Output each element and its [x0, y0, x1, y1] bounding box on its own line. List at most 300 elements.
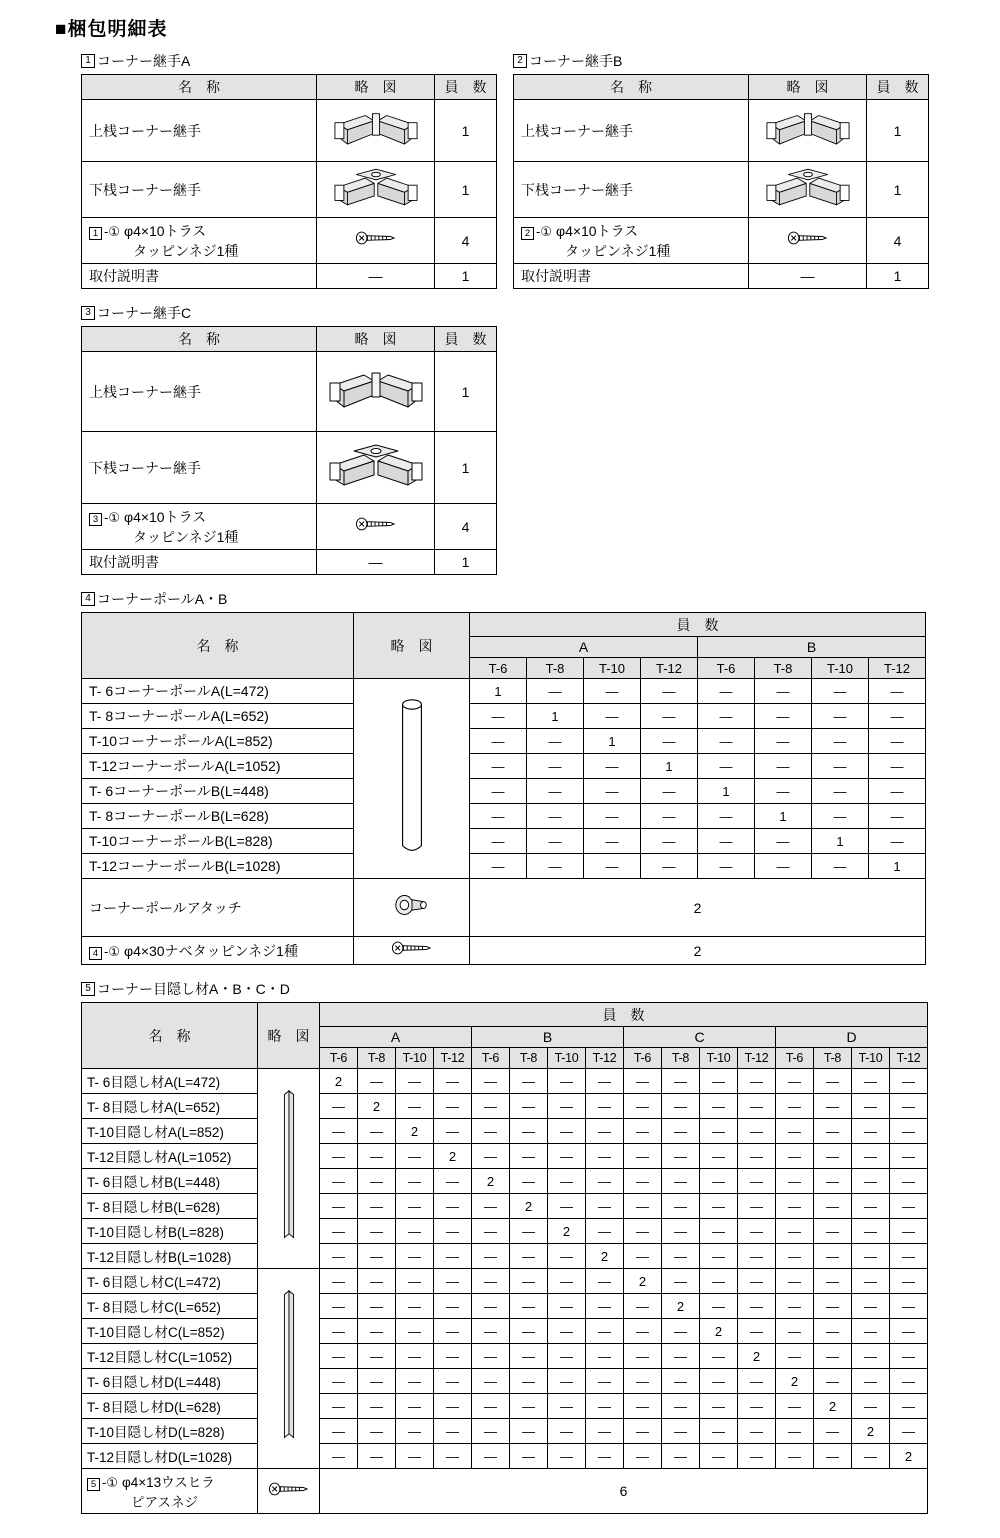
part-qty: 1 [867, 100, 929, 162]
part-qty: 1 [435, 550, 497, 575]
diagram-cell [317, 352, 435, 432]
part-name-line1 [521, 221, 744, 241]
data-row [82, 829, 926, 854]
qty-cell: — [890, 1169, 928, 1194]
part-name: 下桟コーナー継手 [82, 162, 317, 218]
part-name-text: φ4×10トラス [123, 508, 207, 525]
qty-cell: — [434, 1244, 472, 1269]
qty-cell: — [586, 1344, 624, 1369]
size-header-B-T-8: T-8 [510, 1048, 548, 1069]
qty-cell: — [358, 1169, 396, 1194]
qty-cell: — [662, 1319, 700, 1344]
part-name [82, 937, 354, 965]
row-screw [514, 218, 929, 264]
qty-cell: — [584, 804, 641, 829]
sub-number: -① [102, 1475, 118, 1490]
qty-cell: 2 [852, 1419, 890, 1444]
qty-cell: 2 [814, 1394, 852, 1419]
qty-cell: — [624, 1244, 662, 1269]
part-qty: 1 [867, 162, 929, 218]
part-name: T-12目隠し材A(L=1052) [82, 1144, 258, 1169]
qty-cell: — [698, 679, 755, 704]
data-row [82, 779, 926, 804]
qty-cell: — [358, 1394, 396, 1419]
qty-cell: — [548, 1269, 586, 1294]
size-header-B-T-10: T-10 [548, 1048, 586, 1069]
box-number-icon: 3 [89, 513, 102, 526]
row-screw [82, 504, 497, 550]
qty-cell: — [434, 1444, 472, 1469]
qty-cell: — [586, 1144, 624, 1169]
part-name: T-10コーナーポールB(L=828) [82, 829, 354, 854]
qty-cell: — [814, 1319, 852, 1344]
size-header-D-T-10: T-10 [852, 1048, 890, 1069]
qty-cell: — [852, 1219, 890, 1244]
qty-cell: — [396, 1319, 434, 1344]
qty-cell: — [586, 1094, 624, 1119]
qty-cell: — [472, 1219, 510, 1244]
qty-cell: — [662, 1344, 700, 1369]
qty-cell: — [510, 1244, 548, 1269]
qty-cell: — [586, 1369, 624, 1394]
diagram-dash: — [317, 264, 435, 289]
qty-cell: 2 [472, 1169, 510, 1194]
qty-cell: — [738, 1094, 776, 1119]
screen-strip-diagram [278, 1083, 300, 1249]
part-name: T- 8コーナーポールB(L=628) [82, 804, 354, 829]
qty-cell: — [890, 1394, 928, 1419]
qty-cell: — [738, 1069, 776, 1094]
qty-cell: — [700, 1419, 738, 1444]
qty-cell: — [470, 804, 527, 829]
qty-cell: — [396, 1219, 434, 1244]
qty-cell: — [470, 854, 527, 879]
qty-cell: — [586, 1219, 624, 1244]
corner-joint-a-label [81, 51, 497, 71]
qty-cell: — [662, 1419, 700, 1444]
part-name-line2: タッピンネジ1種 [133, 528, 239, 545]
box-number-icon: 1 [89, 227, 102, 240]
qty-cell: — [776, 1119, 814, 1144]
part-name: T-12目隠し材B(L=1028) [82, 1244, 258, 1269]
part-name: T-10目隠し材A(L=852) [82, 1119, 258, 1144]
row-upper-joint [82, 100, 497, 162]
diagram-dash: — [749, 264, 867, 289]
part-name: T- 8コーナーポールA(L=652) [82, 704, 354, 729]
sub-number: -① [104, 509, 120, 525]
qty-cell: — [510, 1269, 548, 1294]
diagram-cell [317, 218, 435, 264]
qty-cell: — [320, 1394, 358, 1419]
qty-cell: — [662, 1069, 700, 1094]
qty-cell: — [776, 1394, 814, 1419]
qty-cell: 2 [434, 1144, 472, 1169]
qty-cell: — [662, 1244, 700, 1269]
data-row [82, 1319, 928, 1344]
qty-cell: 2 [358, 1094, 396, 1119]
qty-cell: — [890, 1144, 928, 1169]
qty-cell: — [641, 829, 698, 854]
qty-cell: — [527, 779, 584, 804]
qty-cell: — [586, 1419, 624, 1444]
qty-cell: — [662, 1369, 700, 1394]
part-qty: 1 [435, 100, 497, 162]
qty-cell: — [755, 679, 812, 704]
qty-cell: — [814, 1369, 852, 1394]
row-screen-screw [82, 1469, 928, 1514]
qty-cell: — [662, 1169, 700, 1194]
data-row [82, 679, 926, 704]
data-row [82, 1419, 928, 1444]
data-row [82, 1144, 928, 1169]
data-row [82, 1119, 928, 1144]
qty-cell: — [624, 1344, 662, 1369]
qty-cell: — [320, 1144, 358, 1169]
qty-cell: — [624, 1394, 662, 1419]
header-row [82, 327, 497, 352]
data-row [82, 1094, 928, 1119]
qty-cell: — [396, 1419, 434, 1444]
qty-cell: — [869, 804, 926, 829]
qty-cell: — [776, 1444, 814, 1469]
part-name: 下桟コーナー継手 [514, 162, 749, 218]
qty-cell: — [510, 1319, 548, 1344]
qty-cell: — [586, 1269, 624, 1294]
row-upper-joint [82, 352, 497, 432]
part-name: T- 6コーナーポールA(L=472) [82, 679, 354, 704]
qty-cell: — [852, 1269, 890, 1294]
qty-cell: 2 [624, 1269, 662, 1294]
part-name: T- 8目隠し材D(L=628) [82, 1394, 258, 1419]
data-row [82, 1394, 928, 1419]
qty-cell: — [434, 1094, 472, 1119]
qty-cell: 2 [320, 1069, 358, 1094]
diagram-cell [354, 879, 470, 937]
qty-cell: — [662, 1144, 700, 1169]
qty-cell: — [472, 1144, 510, 1169]
qty-cell: — [472, 1294, 510, 1319]
section-title: コーナー継手C [97, 305, 192, 321]
data-row [82, 1219, 928, 1244]
part-name: T-12目隠し材D(L=1028) [82, 1444, 258, 1469]
qty-cell: 2 [776, 1369, 814, 1394]
qty-cell: — [624, 1169, 662, 1194]
qty-cell: — [548, 1444, 586, 1469]
qty-cell: — [396, 1144, 434, 1169]
qty-cell: — [641, 704, 698, 729]
qty-cell: — [358, 1069, 396, 1094]
qty-cell: 1 [869, 854, 926, 879]
qty-cell: — [814, 1169, 852, 1194]
part-name: 下桟コーナー継手 [82, 432, 317, 504]
qty-cell: 1 [584, 729, 641, 754]
part-qty: 4 [435, 504, 497, 550]
size-header-A-T-8: T-8 [527, 658, 584, 679]
qty-cell: — [548, 1144, 586, 1169]
qty-cell: — [586, 1169, 624, 1194]
qty-cell: — [890, 1069, 928, 1094]
qty-cell: — [624, 1094, 662, 1119]
qty-cell: — [641, 729, 698, 754]
size-header-B-T-12: T-12 [869, 658, 926, 679]
group-header-b: B [698, 637, 926, 658]
qty-cell: — [738, 1394, 776, 1419]
size-header-B-T-6: T-6 [698, 658, 755, 679]
tapping-screw-icon [355, 231, 397, 245]
diagram-dash: — [317, 550, 435, 575]
qty-cell: — [396, 1344, 434, 1369]
qty-cell: — [510, 1169, 548, 1194]
qty-cell: — [662, 1219, 700, 1244]
part-name: T- 8目隠し材B(L=628) [82, 1194, 258, 1219]
qty-cell: — [814, 1244, 852, 1269]
part-name: 上桟コーナー継手 [514, 100, 749, 162]
qty-cell: — [586, 1294, 624, 1319]
qty-cell: — [472, 1069, 510, 1094]
header-row [82, 613, 926, 637]
qty-cell: — [852, 1144, 890, 1169]
qty-cell: — [434, 1394, 472, 1419]
corner-joint-c-label [81, 303, 929, 323]
data-row [82, 1269, 928, 1294]
sub-number: -① [536, 223, 552, 239]
qty-cell: — [662, 1094, 700, 1119]
upper-rail-joint-icon [332, 103, 420, 153]
qty-cell: — [510, 1219, 548, 1244]
qty-cell: — [776, 1144, 814, 1169]
part-name: T-10コーナーポールA(L=852) [82, 729, 354, 754]
size-header-B-T-8: T-8 [755, 658, 812, 679]
qty-cell: — [852, 1319, 890, 1344]
qty-cell: — [852, 1344, 890, 1369]
data-row [82, 704, 926, 729]
data-row [82, 1369, 928, 1394]
corner-joint-b-section [513, 51, 929, 289]
corner-screen-label [81, 979, 929, 999]
qty-cell: — [624, 1444, 662, 1469]
part-name-line1 [89, 941, 349, 961]
qty-cell: 1 [812, 829, 869, 854]
diagram-cell [749, 100, 867, 162]
qty-cell: — [358, 1119, 396, 1144]
part-name: 取付説明書 [82, 264, 317, 289]
part-name: T-12目隠し材C(L=1052) [82, 1344, 258, 1369]
size-header-D-T-8: T-8 [814, 1048, 852, 1069]
box-number-icon: 1 [81, 54, 95, 68]
qty-cell: — [814, 1344, 852, 1369]
qty-cell: — [776, 1169, 814, 1194]
qty-cell: 2 [548, 1219, 586, 1244]
qty-cell: — [470, 729, 527, 754]
qty-cell: — [700, 1194, 738, 1219]
qty-cell: — [662, 1194, 700, 1219]
lower-rail-joint-icon [332, 162, 420, 212]
qty-cell: — [755, 754, 812, 779]
qty-cell: — [548, 1169, 586, 1194]
qty-cell: — [814, 1294, 852, 1319]
qty-cell: — [510, 1094, 548, 1119]
qty-cell: — [738, 1169, 776, 1194]
qty-cell: 1 [755, 804, 812, 829]
qty-cell: — [320, 1269, 358, 1294]
qty-cell: — [890, 1269, 928, 1294]
part-name: T- 8目隠し材C(L=652) [82, 1294, 258, 1319]
qty-cell: — [434, 1194, 472, 1219]
header-row [82, 75, 497, 100]
qty-cell: — [434, 1269, 472, 1294]
qty-cell: — [396, 1069, 434, 1094]
part-name: 上桟コーナー継手 [82, 352, 317, 432]
qty-cell: — [852, 1094, 890, 1119]
size-header-D-T-6: T-6 [776, 1048, 814, 1069]
qty-cell: — [852, 1194, 890, 1219]
qty-cell: 2 [662, 1294, 700, 1319]
qty-cell: — [814, 1269, 852, 1294]
qty-cell: — [470, 779, 527, 804]
lower-rail-joint-icon [764, 162, 852, 212]
joint-tables-row [81, 51, 929, 289]
qty-cell: — [396, 1294, 434, 1319]
screen-strip-diagram [278, 1283, 300, 1449]
qty-cell: — [358, 1319, 396, 1344]
corner-pole-diagram [396, 692, 428, 860]
qty-cell: — [755, 704, 812, 729]
qty-cell: — [890, 1294, 928, 1319]
size-header-B-T-6: T-6 [472, 1048, 510, 1069]
qty-cell: — [527, 829, 584, 854]
qty-cell: — [852, 1444, 890, 1469]
part-qty: 1 [435, 162, 497, 218]
qty-cell: — [472, 1444, 510, 1469]
qty-cell: — [814, 1094, 852, 1119]
qty-cell: — [548, 1094, 586, 1119]
qty-cell: — [396, 1269, 434, 1294]
qty-cell: — [358, 1294, 396, 1319]
pan-screw-icon [391, 941, 433, 955]
qty-cell: — [700, 1169, 738, 1194]
col-header-qty: 員 数 [320, 1003, 928, 1027]
pole-attach-icon [392, 890, 432, 920]
qty-cell: — [738, 1269, 776, 1294]
size-header-B-T-12: T-12 [586, 1048, 624, 1069]
group-header-a: A [470, 637, 698, 658]
corner-joint-a-table [81, 74, 497, 289]
qty-cell: — [527, 754, 584, 779]
col-header-qty: 員 数 [435, 75, 497, 100]
qty-cell: — [548, 1069, 586, 1094]
qty-cell: — [434, 1294, 472, 1319]
col-header-qty: 員 数 [470, 613, 926, 637]
qty-cell: — [852, 1369, 890, 1394]
row-lower-joint [514, 162, 929, 218]
section-title: コーナー継手B [529, 53, 623, 69]
qty-cell: — [472, 1419, 510, 1444]
qty-cell: — [434, 1369, 472, 1394]
corner-screen-section [81, 979, 929, 1514]
col-header-qty: 員 数 [867, 75, 929, 100]
tapping-screw-icon [787, 231, 829, 245]
qty-cell: — [510, 1144, 548, 1169]
qty-cell: — [869, 779, 926, 804]
data-row [82, 1169, 928, 1194]
content [81, 51, 929, 1514]
qty-cell: — [738, 1294, 776, 1319]
part-name: コーナーポールアタッチ [82, 879, 354, 937]
part-name-text: φ4×30ナベタッピンネジ1種 [123, 942, 298, 959]
diagram-cell [354, 679, 470, 879]
qty-cell: 1 [527, 704, 584, 729]
qty-cell: — [358, 1144, 396, 1169]
qty-cell: — [320, 1444, 358, 1469]
col-header-diagram: 略 図 [258, 1003, 320, 1069]
qty-cell: — [584, 754, 641, 779]
col-header-name: 名 称 [514, 75, 749, 100]
data-row [82, 1194, 928, 1219]
part-name: T-12コーナーポールB(L=1028) [82, 854, 354, 879]
qty-cell: — [700, 1069, 738, 1094]
corner-joint-c-table [81, 326, 497, 575]
diagram-cell [317, 504, 435, 550]
part-name: T-10目隠し材C(L=852) [82, 1319, 258, 1344]
qty-cell: 2 [738, 1344, 776, 1369]
lower-rail-joint-icon [328, 434, 424, 496]
header-row [514, 75, 929, 100]
qty-cell: — [698, 729, 755, 754]
part-name-text: φ4×10トラス [123, 222, 207, 239]
qty-cell: — [776, 1244, 814, 1269]
qty-cell: — [890, 1119, 928, 1144]
sub-number: -① [104, 943, 120, 959]
row-lower-joint [82, 432, 497, 504]
qty-cell: — [358, 1244, 396, 1269]
qty-cell: — [320, 1119, 358, 1144]
qty-cell: — [586, 1119, 624, 1144]
qty-cell: 1 [641, 754, 698, 779]
piercing-screw-icon [268, 1482, 310, 1496]
part-name: T-10目隠し材D(L=828) [82, 1419, 258, 1444]
part-qty: 1 [867, 264, 929, 289]
row-pole-attach [82, 879, 926, 937]
qty-cell: — [396, 1244, 434, 1269]
qty-cell: — [527, 804, 584, 829]
qty-cell: — [548, 1294, 586, 1319]
qty-cell: — [700, 1344, 738, 1369]
diagram-cell [258, 1469, 320, 1514]
part-name: 取付説明書 [82, 550, 317, 575]
part-qty: 6 [320, 1469, 928, 1514]
data-row [82, 754, 926, 779]
qty-cell: — [700, 1444, 738, 1469]
upper-rail-joint-icon [328, 358, 424, 420]
qty-cell: — [814, 1219, 852, 1244]
qty-cell: — [472, 1319, 510, 1344]
part-name [82, 504, 317, 550]
qty-cell: — [320, 1294, 358, 1319]
qty-cell: 2 [890, 1444, 928, 1469]
qty-cell: — [548, 1344, 586, 1369]
qty-cell: — [624, 1294, 662, 1319]
qty-cell: — [624, 1319, 662, 1344]
qty-cell: — [890, 1319, 928, 1344]
qty-cell: — [776, 1344, 814, 1369]
part-name: T- 6目隠し材B(L=448) [82, 1169, 258, 1194]
qty-cell: — [624, 1219, 662, 1244]
qty-cell: — [776, 1419, 814, 1444]
qty-cell: — [358, 1369, 396, 1394]
qty-cell: — [320, 1344, 358, 1369]
qty-cell: 2 [700, 1319, 738, 1344]
qty-cell: — [869, 829, 926, 854]
